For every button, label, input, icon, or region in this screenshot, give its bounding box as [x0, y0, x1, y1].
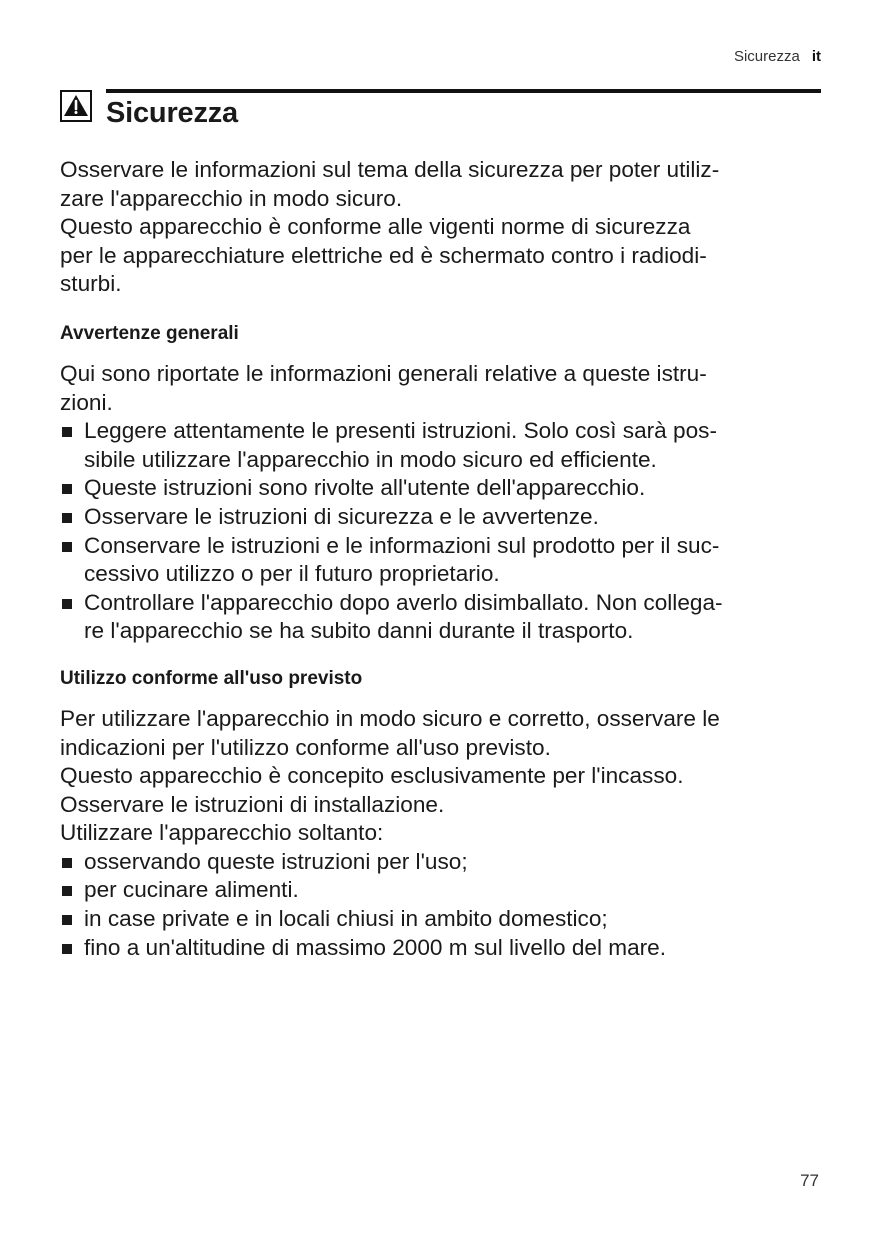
list-item-line: sibile utilizzare l'apparecchio in modo sicuro ed efficiente.: [84, 446, 657, 472]
list-item: osservando queste istruzioni per l'uso;: [60, 848, 830, 877]
intro-line: per le apparecchiature elettriche ed è schermato contro i radiodi-: [60, 242, 707, 268]
list-item: in case private e in locali chiusi in ambito domestico;: [60, 905, 830, 934]
list-item-line: Osservare le istruzioni di sicurezza e le avvertenze.: [84, 503, 599, 529]
intended-use-line: Per utilizzare l'apparecchio in modo sicuro e corretto, osservare le: [60, 705, 720, 731]
header-language: it: [811, 48, 821, 65]
intro-line: sturbi.: [60, 271, 122, 297]
general-list: [60, 417, 830, 646]
intended-use-line: Questo apparecchio è concepito esclusivamente per l'incasso.: [60, 763, 684, 789]
intended-use-list: [60, 848, 830, 962]
list-item: [60, 503, 830, 532]
list-item: [60, 532, 830, 589]
running-header: [734, 48, 821, 65]
content: [60, 156, 830, 962]
list-item: per cucinare alimenti.: [60, 876, 830, 905]
list-item-line: Leggere attentamente le presenti istruzioni. Solo così sarà pos-: [84, 418, 717, 444]
general-heading: Avvertenze generali: [60, 322, 239, 344]
list-item-line: Controllare l'apparecchio dopo averlo disimballato. Non collega-: [84, 589, 723, 615]
list-item-line: Queste istruzioni sono rivolte all'utente dell'apparecchio.: [84, 475, 646, 501]
list-item: [60, 417, 830, 474]
general-intro-line: Qui sono riportate le informazioni generali relative a queste istru-: [60, 360, 707, 386]
list-item: [60, 474, 830, 503]
header-section: Sicurezza: [733, 48, 800, 65]
general-intro-line: zioni.: [60, 389, 113, 415]
warning-triangle-icon: [60, 90, 92, 122]
intro-line: zare l'apparecchio in modo sicuro.: [60, 185, 403, 211]
intro-line: Questo apparecchio è conforme alle vigenti norme di sicurezza: [60, 214, 691, 240]
list-item-line: Conservare le istruzioni e le informazioni sul prodotto per il suc-: [84, 532, 720, 558]
intro-block: [60, 156, 830, 299]
intended-use-heading: Utilizzo conforme all'uso previsto: [60, 667, 363, 689]
title-rule: [106, 89, 821, 93]
list-item-line: re l'apparecchio se ha subito danni durante il trasporto.: [84, 618, 634, 644]
intended-use-line: indicazioni per l'utilizzo conforme all'uso previsto.: [60, 734, 551, 760]
intended-use-line: Osservare le istruzioni di installazione.: [60, 791, 445, 817]
page-title: Sicurezza: [106, 97, 238, 129]
list-item: [60, 589, 830, 646]
intended-use-line: Utilizzare l'apparecchio soltanto:: [60, 820, 384, 846]
list-item-line: cessivo utilizzo o per il futuro proprietario.: [84, 561, 500, 587]
list-item: fino a un'altitudine di massimo 2000 m sul livello del mare.: [60, 934, 830, 963]
intro-line: Osservare le informazioni sul tema della sicurezza per poter utiliz-: [60, 157, 720, 182]
page-number: 77: [800, 1171, 819, 1190]
